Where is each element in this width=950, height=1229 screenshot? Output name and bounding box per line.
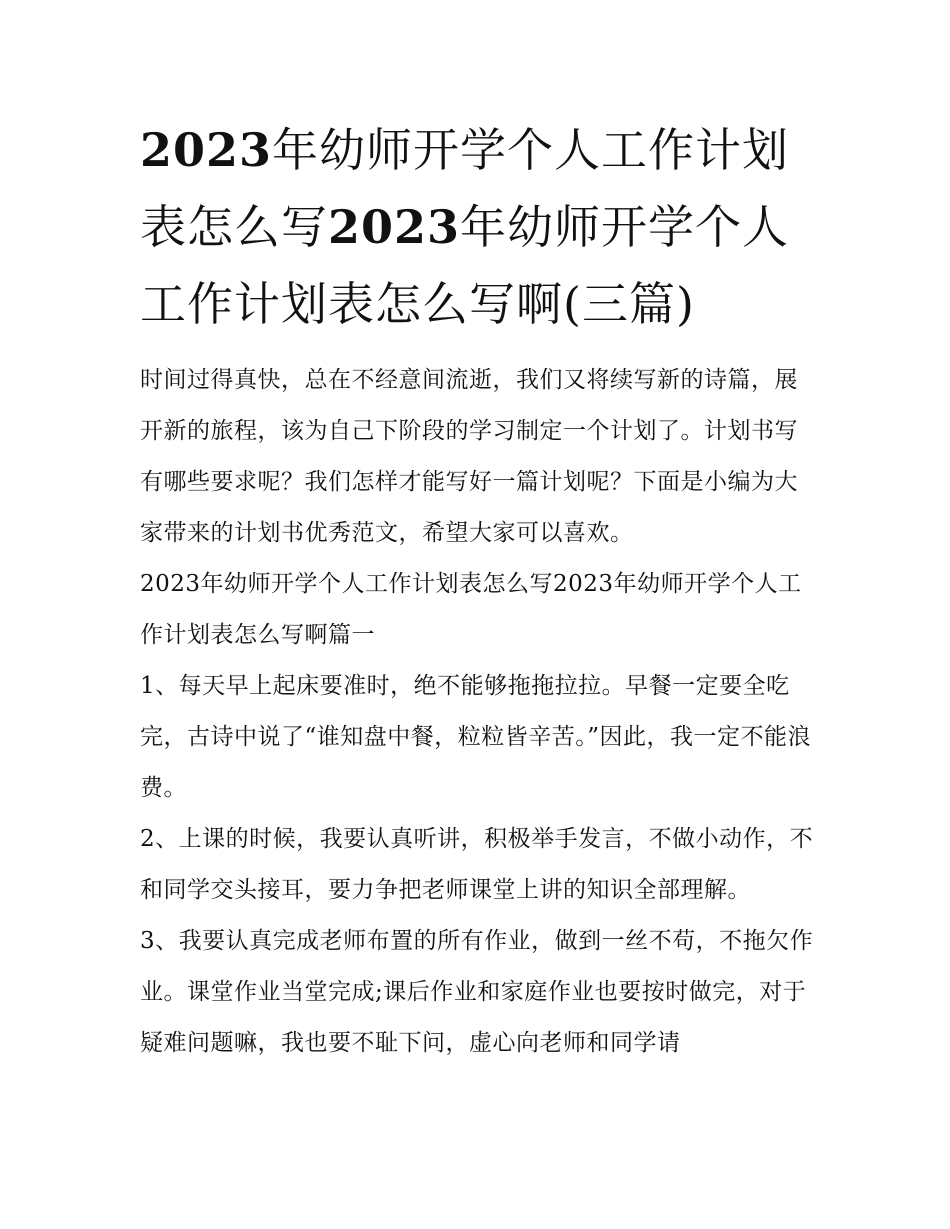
title-part-2: 年幼师开学个人工作计划表怎么写啊(三篇): [140, 200, 790, 331]
list-item-3: 3、我要认真完成老师布置的所有作业，做到一丝不苟，不拖欠作业。课堂作业当堂完成;课后作业和家庭作业也要按时做完，对于疑难问题嘛，我也要不耻下问，虚心向老师和同学请: [140, 928, 814, 1056]
intro-paragraph: 时间过得真快，总在不经意间流逝，我们又将续写新的诗篇，展开新的旅程，该为自己下阶段的学习制定一个计划了。计划书写有哪些要求呢？我们怎样才能写好一篇计划呢？下面是小编为大家带来的计划书优秀范文，希望大家可以喜欢。: [140, 367, 798, 546]
section-heading: 2023年幼师开学个人工作计划表怎么写2023年幼师开学个人工作计划表怎么写啊篇一: [140, 571, 802, 648]
document-body: [140, 355, 820, 1069]
title-year-2: 2023: [328, 200, 461, 254]
list-item-1: 1、每天早上起床要准时，绝不能够拖拖拉拉。早餐一定要全吃完，古诗中说了“谁知盘中餐，粒粒皆辛苦。”因此，我一定不能浪费。: [140, 673, 812, 801]
list-item-2: 2、上课的时候，我要认真听讲，积极举手发言，不做小动作，不和同学交头接耳，要力争把老师课堂上讲的知识全部理解。: [140, 826, 814, 903]
title-year-1: 2023: [140, 123, 273, 177]
title-part-1: 年幼师开学个人工作计划表怎么写: [140, 123, 790, 254]
document-title: [140, 112, 830, 343]
